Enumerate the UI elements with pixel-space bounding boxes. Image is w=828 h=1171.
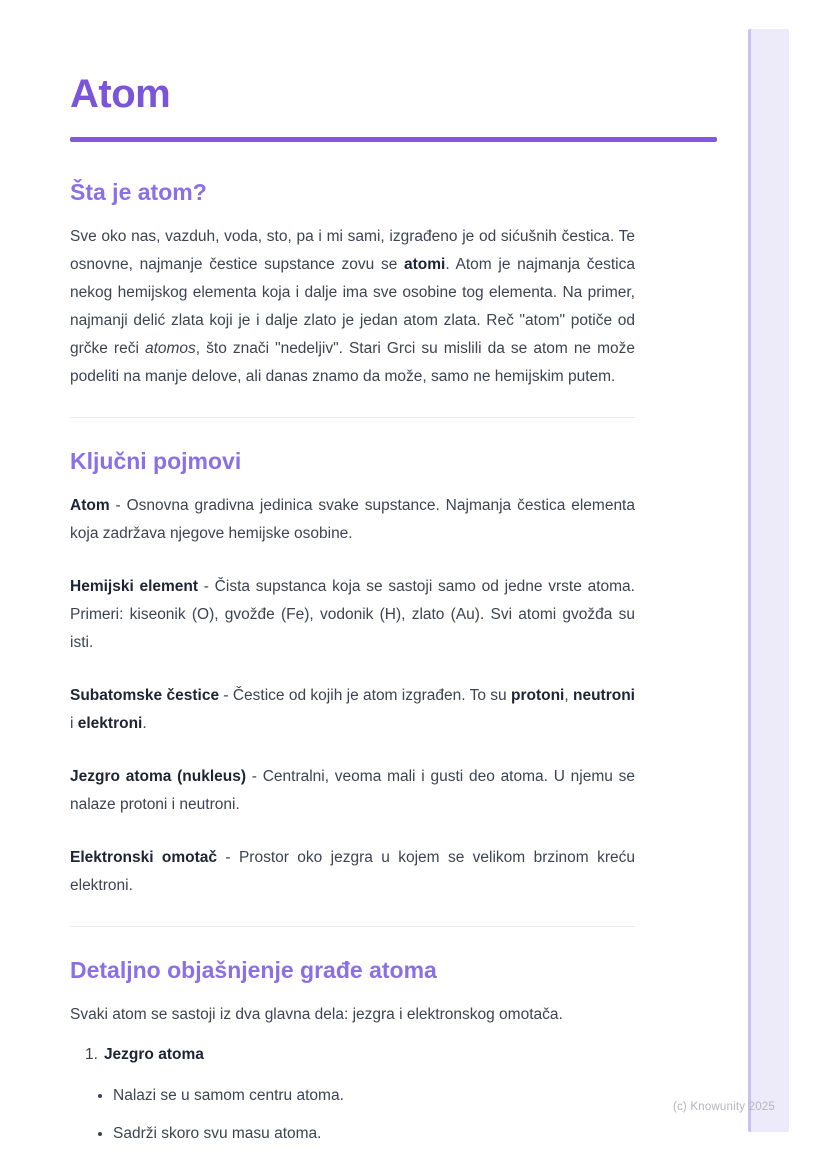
section-divider (70, 417, 635, 418)
list-item-label: Jezgro atoma (103, 1046, 204, 1063)
page-edge-strip (748, 29, 789, 1132)
section-what-is-atom (70, 177, 635, 391)
bullet-item: • Sadrži skoro svu masu atoma. (113, 1120, 635, 1148)
term-paragraph: Subatomske čestice - Čestice od kojih je atom izgrađen. To su protoni, neutroni i elektroni. (70, 687, 635, 732)
copyright-notice: (c) Knowunity 2025 (672, 1101, 775, 1113)
section-heading: Ključni pojmovi (70, 448, 242, 474)
term-paragraph: Hemijski element - Čista supstanca koja se sastoji samo od jedne vrste atoma. Primeri: kiseonik (O), gvožđe (Fe), vodonik (H), zlato (Au). Svi atomi gvožđa su isti. (70, 578, 635, 651)
section-divider (70, 926, 635, 927)
document-content (70, 0, 635, 1158)
bullet-list (70, 1082, 635, 1148)
section-key-terms (70, 446, 635, 900)
section-atom-structure (70, 955, 635, 1148)
intro-paragraph: Sve oko nas, vazduh, voda, sto, pa i mi sami, izgrađeno je od sićušnih čestica. Te osnovne, najmanje čestice supstance zovu se atomi. Atom je najmanja čestica nekog hemijskog elementa koja i dalje ima sve osobine tog elementa. Na primer, najmanji delić zlata koji je i dalje zlato je jedan atom zlata. Reč "atom" potiče od grčke reči atomos, što znači "nedeljiv". Stari Grci su mislili da se atom ne može podeliti na manje delove, ali danas znamo da može, samo ne hemijskim putem. (70, 228, 635, 385)
bullet-item: • Nalazi se u samom centru atoma. (113, 1082, 635, 1110)
term-paragraph: Elektronski omotač - Prostor oko jezgra u kojem se velikom brzinom kreću elektroni. (70, 849, 635, 894)
term-paragraph: Jezgro atoma (nukleus) - Centralni, veoma mali i gusti deo atoma. U njemu se nalaze protoni i neutroni. (70, 768, 635, 813)
page-title: Atom (70, 72, 171, 116)
title-underline-rule (70, 137, 717, 142)
section-heading: Detaljno objašnjenje građe atoma (70, 957, 437, 983)
section-heading: Šta je atom? (70, 179, 207, 205)
structure-intro-paragraph: Svaki atom se sastoji iz dva glavna dela: jezgra i elektronskog omotača. (70, 1006, 563, 1023)
numbered-list-item (70, 1041, 635, 1069)
list-item-number: 1. (85, 1046, 98, 1063)
term-paragraph: Atom - Osnovna gradivna jedinica svake supstance. Najmanja čestica elementa koja zadržava njegove hemijske osobine. (70, 497, 635, 542)
